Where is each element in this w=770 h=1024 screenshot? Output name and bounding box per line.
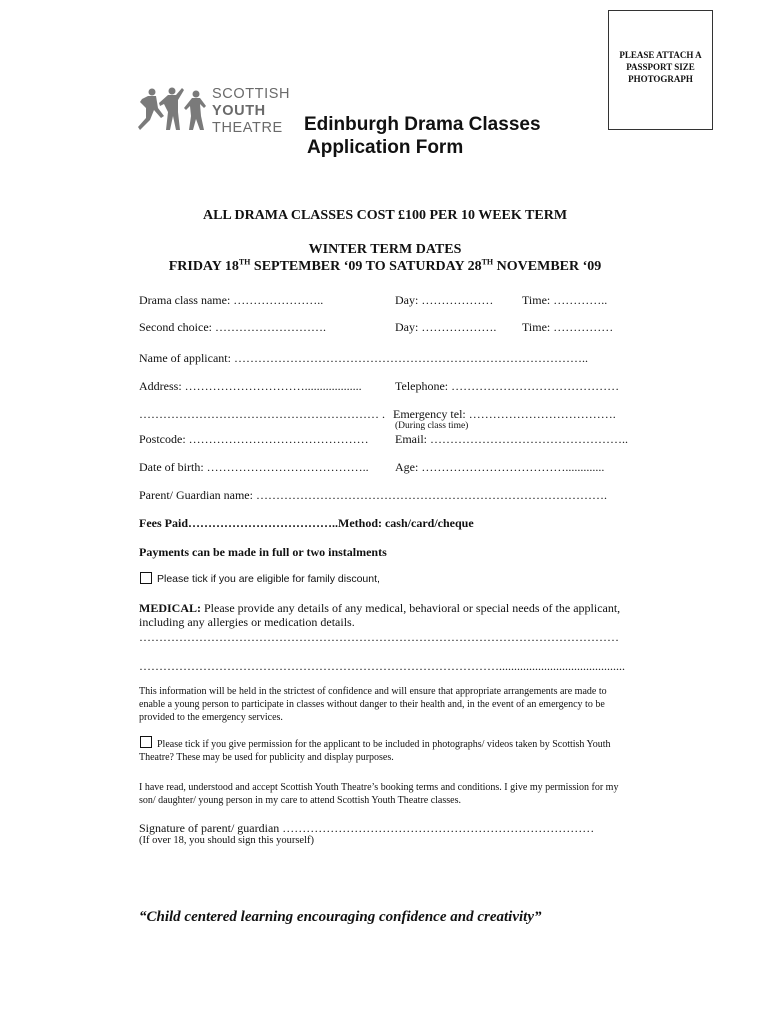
day-field-1[interactable]: Day: ………………: [395, 293, 494, 307]
day-field-2[interactable]: Day: ……………….: [395, 320, 497, 334]
medical-text: Please provide any details of any medical, behavioral or special needs of the applicant, including any allergies or medication details.: [139, 601, 621, 629]
signature-field[interactable]: Signature of parent/ guardian ……………………………………………………………………: [139, 821, 595, 835]
cost-heading: ALL DRAMA CLASSES COST £100 PER 10 WEEK TERM: [202, 208, 568, 223]
guardian-name-field[interactable]: Parent/ Guardian name: …………………………………………………………………………….: [139, 488, 607, 502]
term-dates: [0, 259, 770, 275]
emergency-note: (During class time): [395, 421, 469, 431]
logo-line-theatre: THEATRE: [212, 120, 283, 136]
telephone-field[interactable]: Telephone: ……………………………………: [395, 379, 620, 393]
terms-acceptance: I have read, understood and accept Scottish Youth Theatre’s booking terms and conditions. I give my permission for my son/ daughter/ young person in my care to attend Scottish Youth Theatre classes.: [139, 782, 619, 806]
term-heading: WINTER TERM DATES: [308, 242, 462, 257]
form-title: Edinburgh Drama Classes: [304, 114, 541, 135]
medical-line-2[interactable]: ………………………………………………………………………………..........................................: [139, 659, 625, 673]
photo-box-instruction: PLEASE ATTACH A PASSPORT SIZE PHOTOGRAPH: [619, 50, 702, 84]
logo-line-youth: YOUTH: [212, 103, 266, 119]
time-field-2[interactable]: Time: ……………: [522, 320, 614, 334]
address-line2-field[interactable]: …………………………………………………… .: [139, 407, 385, 421]
family-discount-checkbox[interactable]: [140, 572, 152, 584]
logo-text: [212, 86, 290, 137]
fees-paid-field[interactable]: Fees Paid………………………………..Method: cash/card/cheque: [139, 516, 474, 530]
postcode-field[interactable]: Postcode: ………………………………………: [139, 432, 369, 446]
term-dates-part1: FRIDAY 18: [168, 259, 239, 274]
emergency-tel-field[interactable]: Emergency tel: ……………………………….: [393, 407, 616, 421]
term-dates-part2: SEPTEMBER ‘09 TO SATURDAY 28: [250, 259, 482, 274]
family-discount-label: Please tick if you are eligible for family discount,: [157, 573, 380, 585]
confidentiality-notice: This information will be held in the strictest of confidence and will ensure that appropriate arrangements are made to enable a young person to participate in classes without danger to their health and, in the event of an emergency to be provided to the emergency services.: [139, 686, 607, 723]
second-choice-field[interactable]: Second choice: ……………………….: [139, 320, 326, 334]
term-dates-sup2: TH: [481, 257, 494, 267]
term-dates-sup1: TH: [238, 257, 251, 267]
theatre-figures-logo-icon: [138, 86, 208, 134]
email-field[interactable]: Email: …………………………………………..: [395, 432, 628, 446]
closing-quote: “Child centered learning encouraging confidence and creativity”: [139, 909, 542, 925]
medical-line-1[interactable]: …………………………………………………………………………………………………………: [139, 630, 619, 644]
logo-line-scottish: SCOTTISH: [212, 86, 291, 102]
payments-note: Payments can be made in full or two instalments: [139, 545, 387, 559]
date-of-birth-field[interactable]: Date of birth: …………………………………..: [139, 460, 369, 474]
address-field[interactable]: Address: …………………………...................: [139, 379, 362, 393]
medical-label: MEDICAL:: [139, 601, 201, 615]
drama-class-name-field[interactable]: Drama class name: …………………..: [139, 293, 324, 307]
passport-photo-box: [608, 10, 713, 130]
time-field-1[interactable]: Time: …………..: [522, 293, 608, 307]
age-field[interactable]: Age: ……………………………….............: [395, 460, 605, 474]
term-dates-part3: NOVEMBER ‘09: [493, 259, 602, 274]
applicant-name-field[interactable]: Name of applicant: ……………………………………………………………………………..: [139, 351, 588, 365]
signature-note: (If over 18, you should sign this yourself): [139, 835, 314, 846]
medical-section: [139, 601, 629, 629]
form-subtitle: Application Form: [307, 137, 464, 158]
photo-permission-label: Please tick if you give permission for the applicant to be included in photographs/ videos taken by Scottish Youth Theatre? These may be used for publicity and display purposes.: [139, 739, 611, 763]
